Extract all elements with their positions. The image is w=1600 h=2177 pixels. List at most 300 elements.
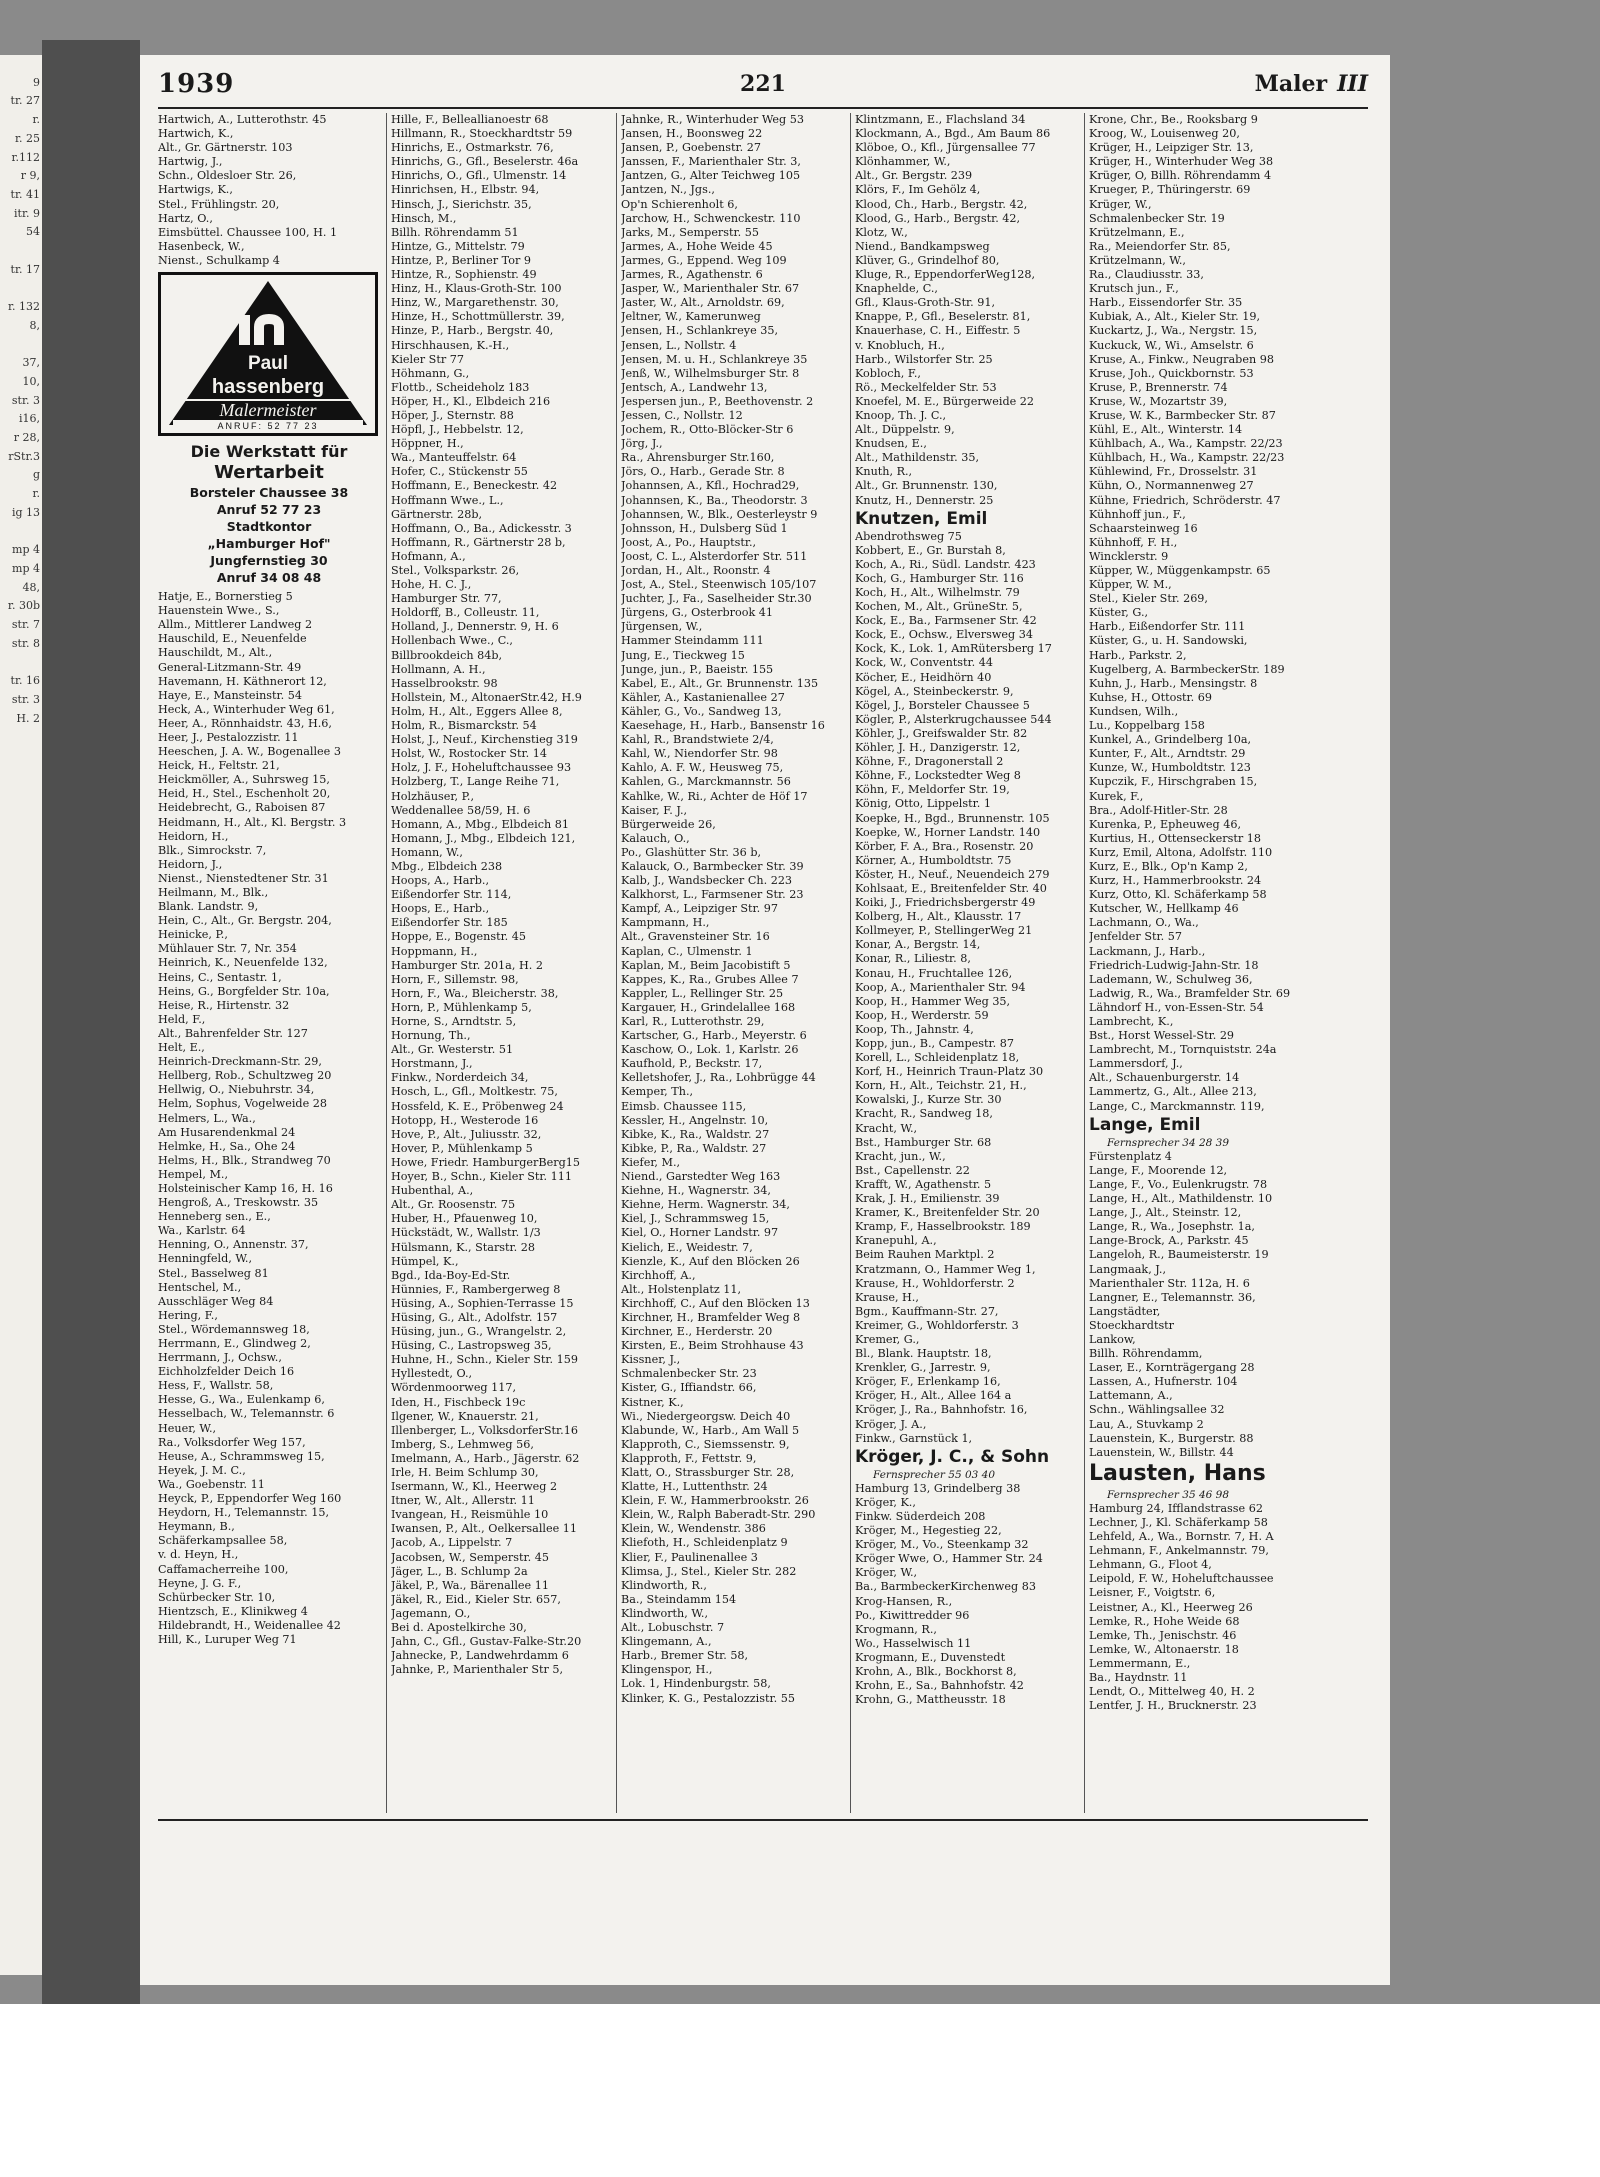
left-page-fragment xyxy=(0,55,42,1975)
directory-entry: Kabel, E., Alt., Gr. Brunnenstr. 135 xyxy=(621,676,819,690)
directory-entry: Langmaak, J., xyxy=(1089,1262,1167,1276)
directory-entry: Lehfeld, A., Wa., Bornstr. 7, H. A xyxy=(1089,1530,1274,1544)
directory-entry: Lentfer, J. H., Brucknerstr. 23 xyxy=(1089,1699,1257,1713)
directory-entry: Bra., Adolf-Hitler-Str. 28 xyxy=(1089,803,1228,817)
directory-entry: Kiel, O., Horner Landstr. 97 xyxy=(621,1226,779,1240)
directory-entry: Hengroß, A., Treskowstr. 35 xyxy=(158,1196,319,1210)
directory-entry: Klöboe, O., Kfl., Jürgensallee 77 xyxy=(855,141,1036,155)
directory-entry: Johnsson, H., Dulsberg Süd 1 xyxy=(621,521,788,535)
directory-entry: Köhne, F., Dragonerstall 2 xyxy=(855,755,1004,769)
directory-entry: Mühlauer Str. 7, Nr. 354 xyxy=(158,942,297,956)
directory-entry: Abendrothsweg 75 xyxy=(855,529,962,543)
directory-entry: Schn., Wählingsallee 32 xyxy=(1089,1403,1225,1417)
directory-entry: Hinze, H., Schottmüllerstr. 39, xyxy=(391,310,565,324)
directory-entry: Köhne, F., Lockstedter Weg 8 xyxy=(855,769,1021,783)
advertisement-text xyxy=(158,442,380,586)
directory-entry: Junge, jun., P., Baeistr. 155 xyxy=(621,662,774,676)
directory-entry: Kirchhoff, A., xyxy=(621,1268,696,1282)
directory-entry: Holst, W., Rostocker Str. 14 xyxy=(391,747,547,761)
section-roman: III xyxy=(1337,71,1368,97)
directory-entry: Krutsch jun., F., xyxy=(1089,282,1179,296)
directory-entry: Holland, J., Dennerstr. 9, H. 6 xyxy=(391,620,559,634)
directory-entry: Korf, H., Heinrich Traun-Platz 30 xyxy=(855,1065,1044,1079)
directory-entry: Kracht, R., Sandweg 18, xyxy=(855,1107,993,1121)
directory-entry: Kohlsaat, E., Breitenfelder Str. 40 xyxy=(855,881,1047,895)
directory-entry: Hamburg 13, Grindelberg 38 xyxy=(855,1481,1021,1495)
left-page-text-fragment xyxy=(0,523,42,542)
directory-entry: Kalauck, O., Barmbecker Str. 39 xyxy=(621,859,804,873)
directory-entry: Hirschhausen, K.-H., xyxy=(391,338,510,352)
directory-entry: Heinicke, P., xyxy=(158,928,228,942)
directory-entry: Koop, A., Marienthaler Str. 94 xyxy=(855,980,1026,994)
directory-entry: Helmke, H., Sa., Ohe 24 xyxy=(158,1139,296,1153)
directory-entry: Gärtnerstr. 28b, xyxy=(391,507,483,521)
directory-entry: Jarmes, A., Hohe Weide 45 xyxy=(621,239,773,253)
directory-entry: Hintze, R., Sophienstr. 49 xyxy=(391,268,537,282)
directory-entry: Küpper, W., Müggenkampstr. 65 xyxy=(1089,564,1271,577)
directory-entry: Hentschel, M., xyxy=(158,1280,242,1294)
directory-entry: Hinsch, J., Sierichstr. 35, xyxy=(391,197,532,211)
directory-entry: Niend., Garstedter Weg 163 xyxy=(621,1170,781,1184)
directory-entry: Klörs, F., Im Gehölz 4, xyxy=(855,183,981,197)
directory-entry: Holdorff, B., Colleustr. 11, xyxy=(391,606,540,620)
directory-entry: Köhler, J. H., Danzigerstr. 12, xyxy=(855,741,1021,755)
directory-entry: Kramp, F., Hasselbrookstr. 189 xyxy=(855,1220,1031,1234)
directory-entry: Küster, G., xyxy=(1089,606,1149,620)
directory-entry: Jansen, P., Goebenstr. 27 xyxy=(621,141,761,155)
left-page-text-fragment: 9 xyxy=(33,75,40,89)
directory-entry: Lechner, J., Kl. Schäferkamp 58 xyxy=(1089,1516,1268,1529)
directory-entry: Klüver, G., Grindelhof 80, xyxy=(855,253,1000,267)
ad-headline-1: Die Werkstatt für xyxy=(190,442,348,462)
directory-entry: Jäkel, P., Wa., Bärenallee 11 xyxy=(391,1578,549,1592)
directory-entry: Hoppe, E., Bogenstr. 45 xyxy=(391,930,527,944)
directory-entry: Krohn, E., Sa., Bahnhofstr. 42 xyxy=(855,1679,1024,1693)
left-page-text-fragment xyxy=(0,55,42,74)
directory-entry: Kurenka, P., Epheuweg 46, xyxy=(1089,817,1242,831)
directory-entry: Imelmann, A., Harb., Jägerstr. 62 xyxy=(391,1451,580,1465)
page-number: 221 xyxy=(740,71,786,97)
directory-entry: Hillmann, R., Stoeckhardtstr 59 xyxy=(391,127,573,141)
directory-entry: Eimsb. Chaussee 115, xyxy=(621,1099,747,1113)
directory-entry: Jarchow, H., Schwenckestr. 110 xyxy=(621,211,801,225)
directory-entry: Henning, O., Annenstr. 37, xyxy=(158,1238,309,1252)
directory-entry: Heilmann, M., Blk., xyxy=(158,886,269,899)
directory-entry: Finkw., Norderdeich 34, xyxy=(391,1071,529,1085)
directory-entry: Homann, A., Mbg., Elbdeich 81 xyxy=(391,817,570,831)
directory-entry: Krohn, A., Blk., Bockhorst 8, xyxy=(855,1665,1017,1679)
directory-entry: Eichholzfelder Deich 16 xyxy=(158,1365,295,1379)
directory-entry: Homann, W., xyxy=(391,845,463,859)
directory-entry: Kelletshofer, J., Ra., Lohbrügge 44 xyxy=(621,1071,816,1085)
directory-entry: Kaplan, M., Beim Jacobistift 5 xyxy=(621,958,791,972)
directory-entry: Held, F., xyxy=(158,1012,206,1026)
directory-entry: Kaiser, F. J., xyxy=(621,803,688,817)
directory-entry: Jacobsen, W., Semperstr. 45 xyxy=(391,1550,549,1564)
directory-entry: Krogmann, R., xyxy=(855,1622,937,1636)
directory-entry: Alt., Bahrenfelder Str. 127 xyxy=(158,1026,308,1040)
directory-entry: Klood, G., Harb., Bergstr. 42, xyxy=(855,211,1021,225)
directory-entry: Jahn, C., Gfl., Gustav-Falke-Str.20 xyxy=(391,1635,582,1649)
left-page-text-fragment: r 28, xyxy=(13,431,40,445)
directory-entry: Marienthaler Str. 112a, H. 6 xyxy=(1089,1276,1250,1290)
directory-entry: Koop, Th., Jahnstr. 4, xyxy=(855,1022,974,1036)
directory-entry: Hoffmann Wwe., L., xyxy=(391,493,504,507)
left-page-text-fragment: mp 4 xyxy=(12,561,40,575)
directory-entry: Holm, R., Bismarckstr. 54 xyxy=(391,719,537,733)
directory-entry: Hauschild, E., Neuenfelde xyxy=(158,632,307,646)
directory-entry: Koch, H., Alt., Wilhelmstr. 79 xyxy=(855,586,1020,599)
directory-entry: Kiel, J., Schrammsweg 15, xyxy=(621,1212,770,1226)
directory-entry: Iden, H., Fischbeck 19c xyxy=(391,1395,526,1409)
directory-entry: Leistner, A., Kl., Heerweg 26 xyxy=(1089,1600,1253,1614)
directory-entry: Kundsen, Wilh., xyxy=(1089,704,1179,718)
directory-entry: Helm, Sophus, Vogelweide 28 xyxy=(158,1097,327,1111)
directory-entry: Heymann, B., xyxy=(158,1520,235,1534)
directory-entry: Hamburg 24, Ifflandstrasse 62 xyxy=(1089,1501,1263,1515)
directory-entry: Hünnies, F., Rambergerweg 8 xyxy=(391,1282,561,1296)
directory-entry: Kampf, A., Leipziger Str. 97 xyxy=(621,902,778,916)
directory-entry: Jürgens, G., Osterbrook 41 xyxy=(621,606,774,620)
directory-entry: Kähler, G., Vo., Sandweg 13, xyxy=(621,704,782,718)
directory-entry: Hinz, H., Klaus-Groth-Str. 100 xyxy=(391,282,562,296)
directory-entry: Kurz, Otto, Kl. Schäferkamp 58 xyxy=(1089,888,1267,902)
directory-entry: Lackmann, J., Harb., xyxy=(1089,944,1206,958)
directory-entry: Lemke, Th., Jenischstr. 46 xyxy=(1089,1628,1237,1642)
directory-entry: Johannsen, A., Kfl., Hochrad29, xyxy=(621,479,800,493)
directory-entry: Alt., Gr. Gärtnerstr. 103 xyxy=(158,141,293,155)
directory-entry: Kliefoth, H., Schleidenplatz 9 xyxy=(621,1536,788,1550)
directory-entry: v. d. Heyn, H., xyxy=(158,1548,239,1562)
directory-entry: Krüger, O, Billh. Röhrendamm 4 xyxy=(1089,169,1272,183)
directory-entry: Finkw. Süderdeich 208 xyxy=(855,1510,986,1523)
directory-entry: Lammersdorf, J., xyxy=(1089,1057,1183,1071)
directory-entry: Ausschläger Weg 84 xyxy=(158,1294,274,1308)
directory-entry: Hollenbach Wwe., C., xyxy=(391,634,513,648)
directory-entry: Alt., Düppelstr. 9, xyxy=(855,423,955,437)
directory-entry: Hossfeld, K. E., Pröbenweg 24 xyxy=(391,1099,564,1113)
directory-entry: Imberg, S., Lehmweg 56, xyxy=(391,1437,534,1451)
directory-entry: Billbrookdeich 84b, xyxy=(391,648,503,662)
directory-entry: Kurz, E., Blk., Op'n Kamp 2, xyxy=(1089,859,1248,873)
directory-entry: Lange, F., Vo., Eulenkrugstr. 78 xyxy=(1089,1177,1268,1191)
directory-entry: Heins, G., Borgfelder Str. 10a, xyxy=(158,984,330,998)
left-page-text-fragment: tr. 41 xyxy=(10,187,40,201)
directory-entry: Hatje, E., Bornerstieg 5 xyxy=(158,590,293,604)
directory-entry: Bgd., Ida-Boy-Ed-Str. xyxy=(391,1268,511,1282)
left-page-text-fragment: r. 30b xyxy=(7,599,40,613)
left-page-text-fragment: rStr.3 xyxy=(8,449,40,463)
directory-entry: Hümpel, K., xyxy=(391,1254,459,1268)
left-page-text-fragment: tr. 17 xyxy=(10,262,40,276)
directory-entry: Horstmann, J., xyxy=(391,1057,473,1071)
directory-entry: Kirsten, E., Beim Strohhause 43 xyxy=(621,1339,804,1353)
directory-entry: Krüger, H., Winterhuder Weg 38 xyxy=(1089,155,1274,169)
directory-entry: Hinsch, M., xyxy=(391,211,457,225)
directory-entry: Kröger, H., Alt., Allee 164 a xyxy=(855,1389,1012,1403)
directory-entry-heading: Knutzen, Emil xyxy=(855,508,988,529)
directory-entry: Kobloch, F., xyxy=(855,366,921,380)
directory-entry: Höppner, H., xyxy=(391,437,464,451)
directory-entry: Jäger, L., B. Schlump 2a xyxy=(391,1564,528,1578)
left-page-text-fragment: r. 25 xyxy=(14,131,40,145)
directory-entry: Kurz, H., Hammerbrookstr. 24 xyxy=(1089,874,1262,888)
directory-entry: Kaufhold, P., Beckstr. 17, xyxy=(621,1057,763,1071)
directory-entry: Jensen, M. u. H., Schlankreye 35 xyxy=(621,352,808,366)
directory-entry: Jarks, M., Semperstr. 55 xyxy=(621,225,759,239)
left-page-text-fragment: tr. 27 xyxy=(10,94,40,108)
directory-entry: Isermann, W., Kl., Heerweg 2 xyxy=(391,1480,558,1494)
directory-entry: Hintze, G., Mittelstr. 79 xyxy=(391,239,525,253)
ad-logo-trade: Malermeister xyxy=(219,400,317,421)
left-page-text-fragment: 8, xyxy=(29,318,40,332)
directory-entry: Jahnke, R., Winterhuder Weg 53 xyxy=(621,113,804,126)
directory-entry: Op'n Schierenholt 6, xyxy=(621,197,738,211)
directory-entry: Kaplan, C., Ulmenstr. 1 xyxy=(621,944,753,958)
directory-entry-heading: Fernsprecher 34 28 39 xyxy=(1107,1136,1230,1149)
directory-column-3 xyxy=(616,113,849,1813)
directory-entry: Joost, A., Po., Hauptstr., xyxy=(621,535,757,549)
directory-entry: Alt., Gravensteiner Str. 16 xyxy=(621,930,770,944)
directory-entry: Leisner, F., Voigtstr. 6, xyxy=(1089,1586,1216,1600)
directory-entry: Hempel, M., xyxy=(158,1167,229,1181)
directory-entry: Kampmann, H., xyxy=(621,916,710,930)
directory-entry: Hinze, P., Harb., Bergstr. 40, xyxy=(391,324,554,338)
left-page-text-fragment: 10, xyxy=(22,374,40,388)
directory-entry: Koch, G., Hamburger Str. 116 xyxy=(855,571,1024,585)
directory-entry: Jenß, W., Wilhelmsburger Str. 8 xyxy=(621,366,800,380)
directory-entry: Kahlen, G., Marckmannstr. 56 xyxy=(621,775,791,789)
directory-entry: Klapproth, F., Fettstr. 9, xyxy=(621,1451,757,1465)
directory-entry: Kunter, F., Alt., Arndtstr. 29 xyxy=(1089,747,1246,761)
directory-entry: Lemke, W., Altonaerstr. 18 xyxy=(1089,1642,1239,1656)
directory-entry: Langner, E., Telemannstr. 36, xyxy=(1089,1290,1256,1304)
directory-entry: Juchter, J., Fa., Saselheider Str.30 xyxy=(621,592,812,606)
directory-entry: Kühn, O., Normannenweg 27 xyxy=(1089,479,1254,493)
bottom-rule xyxy=(158,1819,1368,1821)
directory-entry: Koch, A., Ri., Südl. Landstr. 423 xyxy=(855,557,1036,571)
directory-entry: Kramer, K., Breitenfelder Str. 20 xyxy=(855,1206,1040,1220)
directory-entry: Heidebrecht, G., Raboisen 87 xyxy=(158,801,326,815)
directory-entry: Jenfelder Str. 57 xyxy=(1089,930,1182,944)
directory-entry: Caffamacherreihe 100, xyxy=(158,1562,289,1576)
directory-entry: Klintzmann, E., Flachsland 34 xyxy=(855,113,1026,126)
directory-entry: Klingenspor, H., xyxy=(621,1663,713,1677)
directory-entry: Stel., Wördemannsweg 18, xyxy=(158,1322,310,1336)
directory-entry: Kargauer, H., Grindelallee 168 xyxy=(621,1000,796,1014)
directory-entry: Knoop, Th. J. C., xyxy=(855,408,947,422)
directory-entry: Knappe, P., Gfl., Beselerstr. 81, xyxy=(855,310,1031,324)
directory-entry: Kunkel, A., Grindelberg 10a, xyxy=(1089,733,1252,747)
directory-entry: Klein, W., Ralph Baberadt-Str. 290 xyxy=(621,1508,816,1522)
directory-entry: Klimsa, J., Stel., Kieler Str. 282 xyxy=(621,1564,797,1578)
directory-entry: Kunze, W., Humboldtstr. 123 xyxy=(1089,761,1251,775)
directory-entry: Hesselbach, W., Telemannstr. 6 xyxy=(158,1407,335,1421)
directory-entry: Schmalenbecker Str. 23 xyxy=(621,1367,757,1381)
directory-entry: Heise, R., Hirtenstr. 32 xyxy=(158,998,290,1012)
directory-entry: Kiefer, M., xyxy=(621,1155,681,1169)
directory-entry: Jantzen, N., Jgs., xyxy=(621,183,715,197)
directory-entry: Korn, H., Alt., Teichstr. 21, H., xyxy=(855,1079,1027,1093)
directory-entry: Jacob, A., Lippelstr. 7 xyxy=(391,1536,513,1550)
directory-entry: Kalauch, O., xyxy=(621,831,690,845)
directory-entry: Klapproth, C., Siemssenstr. 9, xyxy=(621,1437,790,1451)
directory-entry: Hellwig, O., Niebuhrstr. 34, xyxy=(158,1083,315,1097)
directory-entry: Krafft, W., Agathenstr. 5 xyxy=(855,1177,992,1191)
directory-entry: Harb., Bremer Str. 58, xyxy=(621,1649,749,1663)
directory-entry: General-Litzmann-Str. 49 xyxy=(158,660,302,674)
directory-entry: Kracht, W., xyxy=(855,1121,918,1135)
directory-entry: Kranepuhl, A., xyxy=(855,1234,937,1248)
directory-entry: Hientzsch, E., Klinikweg 4 xyxy=(158,1604,308,1618)
left-page-text-fragment: tr. 16 xyxy=(10,674,40,688)
directory-entry: Kahl, R., Brandstwiete 2/4, xyxy=(621,733,774,747)
directory-entry: Hohe, H. C. J., xyxy=(391,578,472,592)
directory-entry: Knoefel, M. E., Bürgerweide 22 xyxy=(855,394,1035,408)
directory-entry: Alt., Gr. Bergstr. 239 xyxy=(855,169,973,183)
directory-entry: Lendt, O., Mittelweg 40, H. 2 xyxy=(1089,1685,1255,1699)
directory-entry: Lachmann, O., Wa., xyxy=(1089,916,1199,930)
directory-entry: Höper, H., Kl., Elbdeich 216 xyxy=(391,394,551,408)
directory-entry: Kühnhoff jun., F., xyxy=(1089,507,1186,521)
directory-entry: Kögler, P., Alsterkrugchaussee 544 xyxy=(855,712,1052,726)
directory-entry: Herrmann, E., Glindweg 2, xyxy=(158,1337,311,1350)
directory-entry: Stel., Kieler Str. 269, xyxy=(1089,592,1208,606)
directory-entry: Krause, H., Wohldorferstr. 2 xyxy=(855,1276,1015,1290)
section-title xyxy=(1255,71,1368,97)
left-page-text-fragment: i16, xyxy=(18,412,40,426)
section-name: Maler xyxy=(1254,71,1328,97)
directory-entry-heading: Lange, Emil xyxy=(1089,1114,1201,1135)
directory-entry: Krog-Hansen, R., xyxy=(855,1594,953,1608)
directory-entry: Heidorn, H., xyxy=(158,829,229,843)
directory-entry: Haye, E., Mansteinstr. 54 xyxy=(158,688,302,702)
directory-entry: Lehmann, F., Ankelmannstr. 79, xyxy=(1089,1544,1269,1558)
directory-entry: Hoops, A., Harb., xyxy=(391,874,490,888)
directory-entry: Krohn, G., Mattheusstr. 18 xyxy=(855,1693,1006,1707)
directory-entry: Henneberg sen., E., xyxy=(158,1210,271,1224)
directory-entry: Holm, H., Alt., Eggers Allee 8, xyxy=(391,704,563,718)
directory-entry: Hoffmann, E., Beneckestr. 42 xyxy=(391,479,558,493)
directory-entry: Ra., Meiendorfer Str. 85, xyxy=(1089,239,1231,253)
directory-entry: Kröger Wwe, O., Hammer Str. 24 xyxy=(855,1552,1043,1566)
directory-entry: Kruse, Joh., Quickbornstr. 53 xyxy=(1089,366,1254,380)
directory-entry: Köhler, J., Greifswalder Str. 82 xyxy=(855,726,1028,740)
directory-entry: Klockmann, A., Bgd., Am Baum 86 xyxy=(855,127,1051,141)
directory-entry: Jessen, C., Nollstr. 12 xyxy=(621,408,743,422)
directory-entry: Hoppmann, H., xyxy=(391,944,478,958)
directory-entry: Homann, J., Mbg., Elbdeich 121, xyxy=(391,831,576,845)
column-1-entries xyxy=(158,113,380,268)
directory-entry: Kühne, Friedrich, Schröderstr. 47 xyxy=(1089,493,1281,507)
directory-entry: Hasenbeck, W., xyxy=(158,239,245,253)
directory-entry: Eimsbüttel. Chaussee 100, H. 1 xyxy=(158,225,338,239)
directory-entry: Kalkhorst, L., Farmsener Str. 23 xyxy=(621,888,804,902)
directory-entry: Krak, J. H., Emilienstr. 39 xyxy=(855,1192,1000,1206)
directory-entry: Krogmann, E., Duvenstedt xyxy=(855,1650,1006,1664)
directory-entry: Kirchner, E., Herderstr. 20 xyxy=(621,1325,773,1339)
directory-entry: Kaschow, O., Lok. 1, Karlstr. 26 xyxy=(621,1043,799,1057)
directory-entry: König, Otto, Lippelstr. 1 xyxy=(855,797,991,811)
directory-entry: Horn, P., Mühlenkamp 5, xyxy=(391,1000,532,1014)
directory-entry: Kröger, K., xyxy=(855,1495,916,1509)
directory-entry: Kutscher, W., Hellkamp 46 xyxy=(1089,902,1239,916)
directory-entry: Jung, E., Tieckweg 15 xyxy=(621,648,745,662)
directory-entry: Lau, A., Stuvkamp 2 xyxy=(1089,1417,1204,1431)
directory-entry: Mbg., Elbdeich 238 xyxy=(391,859,503,873)
left-page-text-fragment: r. xyxy=(32,113,40,127)
directory-entry: Kuhn, J., Harb., Mensingstr. 8 xyxy=(1089,676,1258,690)
directory-entry: Kalb, J., Wandsbecker Ch. 223 xyxy=(621,874,793,888)
directory-entry: Kistner, K., xyxy=(621,1395,684,1409)
ad-line: „Hamburger Hof" xyxy=(207,536,331,552)
directory-entry: Wi., Niedergeorgsw. Deich 40 xyxy=(621,1409,791,1423)
directory-entry: Kuhse, H., Ottostr. 69 xyxy=(1089,690,1213,704)
directory-entry: Kurek, F., xyxy=(1089,789,1144,803)
left-page-text-fragment: r 9, xyxy=(20,169,40,183)
directory-entry: Jordan, H., Alt., Roonstr. 4 xyxy=(621,564,771,577)
directory-entry: Höper, J., Sternstr. 88 xyxy=(391,408,514,422)
directory-entry: Johannsen, K., Ba., Theodorstr. 3 xyxy=(621,493,808,507)
directory-entry: Kieler Str 77 xyxy=(391,352,464,366)
directory-entry: Nienst., Nienstedtener Str. 31 xyxy=(158,871,329,885)
directory-entry: Horn, F., Sillemstr. 98, xyxy=(391,972,519,986)
directory-entry: Lassen, A., Hufnerstr. 104 xyxy=(1089,1375,1238,1389)
directory-entry: Krüger, W., xyxy=(1089,197,1152,211)
directory-entry: Heidorn, J., xyxy=(158,857,223,871)
directory-entry: Klein, W., Wendenstr. 386 xyxy=(621,1522,766,1536)
directory-entry: Bürgerweide 26, xyxy=(621,817,716,831)
directory-entry: Jost, A., Stel., Steenwisch 105/107 xyxy=(621,578,817,592)
directory-entry: Konau, H., Fruchtallee 126, xyxy=(855,966,1013,980)
directory-column-5 xyxy=(1084,113,1329,1813)
left-page-text-fragment: r.112 xyxy=(11,150,40,164)
page-year: 1939 xyxy=(158,69,235,99)
directory-entry: Krüger, H., Leipziger Str. 13, xyxy=(1089,141,1254,155)
directory-entry: Knuth, R., xyxy=(855,465,913,479)
directory-entry: Kirchner, H., Bramfelder Weg 8 xyxy=(621,1310,801,1324)
directory-entry: Herrmann, J., Ochsw., xyxy=(158,1351,282,1365)
directory-entry: Hintze, P., Berliner Tor 9 xyxy=(391,253,532,267)
directory-entry: Bgm., Kauffmann-Str. 27, xyxy=(855,1304,999,1318)
directory-entry: Hinrichsen, H., Elbstr. 94, xyxy=(391,183,540,197)
directory-entry: Kreimer, G., Wohldorferstr. 3 xyxy=(855,1318,1019,1332)
directory-entry: Jentsch, A., Landwehr 13, xyxy=(621,380,768,394)
directory-entry: Hüsing, jun., G., Wrangelstr. 2, xyxy=(391,1325,567,1339)
directory-entry: Lammertz, G., Alt., Allee 213, xyxy=(1089,1085,1257,1099)
directory-entry: Alt., Holstenplatz 11, xyxy=(621,1282,742,1296)
left-page-text-fragment: str. 7 xyxy=(11,618,40,632)
directory-entry: Langstädter, xyxy=(1089,1304,1161,1318)
directory-entry: Höhmann, G., xyxy=(391,366,470,380)
directory-entry: Hüsing, C., Lastropsweg 35, xyxy=(391,1339,552,1353)
directory-entry: Klingemann, A., xyxy=(621,1635,712,1649)
directory-entry: Heck, A., Winterhuder Weg 61, xyxy=(158,702,335,716)
directory-entry: Krenkler, G., Jarrestr. 9, xyxy=(855,1361,991,1375)
left-page-text-fragment xyxy=(0,242,42,261)
directory-entry: Kühnhoff, F. H., xyxy=(1089,535,1178,549)
directory-entry: Lademann, W., Schulweg 36, xyxy=(1089,972,1253,986)
directory-entry: Bst., Capellenstr. 22 xyxy=(855,1163,970,1177)
ad-logo-phone: ANRUF: 52 77 23 xyxy=(217,421,319,432)
directory-entry: Hartwigs, K., xyxy=(158,183,233,197)
directory-entry: Eißendorfer Str. 114, xyxy=(391,888,512,902)
directory-entry: Heickmöller, A., Suhrsweg 15, xyxy=(158,773,330,787)
directory-entry: Heer, J., Pestalozzistr. 11 xyxy=(158,730,299,744)
directory-entry: Kolberg, H., Alt., Klausstr. 17 xyxy=(855,910,1022,924)
left-page-text-fragment: r. xyxy=(32,487,40,501)
directory-entry: Johannsen, W., Blk., Oesterleystr 9 xyxy=(621,507,818,521)
